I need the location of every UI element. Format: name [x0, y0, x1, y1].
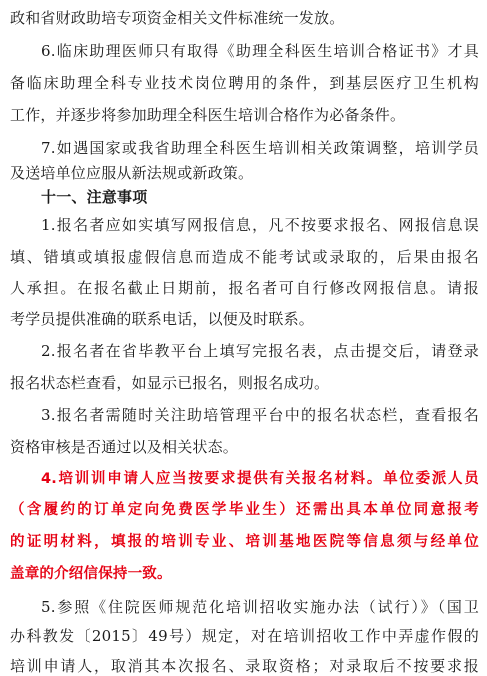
section-heading: 十一、注意事项: [41, 188, 148, 206]
paragraph-6-line: 备临床助理全科专业技术岗位聘用的条件，到基层医疗卫生机构: [10, 74, 479, 92]
note-1-line: 1.报名者应如实填写网报信息，凡不按要求报名、网报信息误: [41, 216, 479, 234]
note-5-line: 5.参照《住院医师规范化培训招收实施办法（试行）》（国卫: [41, 598, 479, 616]
paragraph-6-line-end: 工作，并逐步将参加助理全科医生培训合格作为必备条件。: [10, 106, 406, 124]
note-3-line: 3.报名者需随时关注助培管理平台中的报名状态栏，查看报名: [41, 406, 479, 424]
note-2-line: 2.报名者在省毕教平台上填写完报名表，点击提交后，请登录: [41, 342, 479, 360]
note-3-line-end: 资格审核是否通过以及相关状态。: [10, 438, 239, 456]
note-4-highlight-line-end: 盖章的介绍信保持一致。: [10, 566, 172, 582]
note-4-highlight-line: 4.培训训申请人应当按要求提供有关报名材料。单位委派人员: [41, 471, 479, 487]
note-5-line: 培训申请人，取消其本次报名、录取资格；对录取后不按要求报: [10, 657, 479, 675]
paragraph-5-line-end: 政和省财政助培专项资金相关文件标准统一发放。: [10, 9, 345, 27]
note-4-highlight-line: （含履约的订单定向免费医学毕业生）还需出具本单位同意报考: [10, 502, 479, 518]
note-4-highlight-line: 的证明材料，填报的培训专业、培训基地医院等信息须与经单位: [10, 534, 479, 550]
paragraph-7-line: 7.如遇国家或我省助理全科医生培训相关政策调整，培训学员: [41, 139, 479, 157]
note-1-line: 人承担。在报名截止日期前，报名者可自行修改网报信息。请报: [10, 279, 479, 297]
paragraph-7-line-end: 及送培单位应服从新法规或新政策。: [10, 164, 254, 182]
note-1-line-end: 考学员提供准确的联系电话，以便及时联系。: [10, 310, 315, 328]
note-5-line: 办科教发〔2015〕49号）规定，对在培训招收工作中弄虚作假的: [10, 627, 479, 645]
note-2-line-end: 报名状态栏查看，如显示已报名，则报名成功。: [10, 374, 330, 392]
note-1-line: 填、错填或填报虚假信息而造成不能考试或录取的，后果由报名: [10, 248, 479, 266]
paragraph-6-line: 6.临床助理医师只有取得《助理全科医生培训合格证书》才具: [41, 42, 479, 60]
